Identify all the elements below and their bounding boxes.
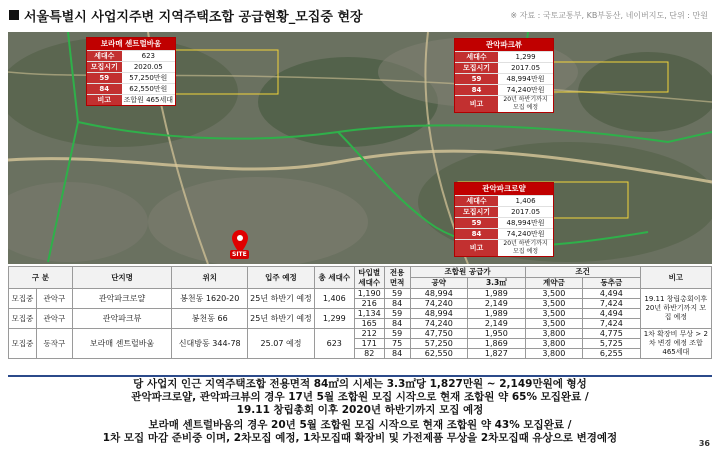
- page-number: 36: [698, 439, 710, 448]
- header-bigo: 비고: [640, 267, 711, 289]
- source-note: ※ 자료 : 국토교통부, KB부동산, 네이버지도, 단위 : 만원: [510, 11, 708, 20]
- header-gyeyakgeum: 계약금: [525, 278, 583, 289]
- note-cell: 19.11 창립총회이후 20년 하반기까지 모집 예정: [640, 289, 711, 329]
- callout-title: 관악파크로얄: [455, 183, 553, 195]
- header-jeonyong: 전용 면적: [384, 267, 410, 289]
- callout-title: 관악파크뷰: [455, 39, 553, 51]
- header-johap: 조합원 공급가: [410, 267, 525, 278]
- header-gongyak: 공약: [410, 278, 468, 289]
- header-pyeong: 3.3㎡: [468, 278, 526, 289]
- callout-gwanak-parkroyal: 관악파크로얄 세대수 1,406 모집시기 2017.05 59 48,994만원 84 74,240만원 비고 20년 하반기까지 모집 예정: [454, 182, 554, 257]
- callout-gwanak-parkview: 관악파크뷰 세대수 1,299 모집시기 2017.05 59 48,994만원 84 74,240만원 비고 20년 하반기까지 모집 예정: [454, 38, 554, 113]
- callout-title: 보라매 센트럴바움: [87, 38, 175, 50]
- page-title: 서울특별시 사업지주변 지역주택조합 공급현황_모집중 현장: [24, 10, 363, 25]
- table-row: 82 84 62,550 1,827 3,800 6,255: [9, 349, 712, 359]
- header-dongchugeum: 동추금: [583, 278, 641, 289]
- note-cell: 1차 확장비 무상 > 2차 변경 예정 조합 465세대: [640, 329, 711, 359]
- callout-boramae: 보라매 센트럴바움 세대수 623 모집시기 2020.05 59 57,250만원 84 62,550만원 비고 조합원 465세대: [86, 37, 176, 106]
- supply-table: [8, 266, 712, 359]
- title-bullet-icon: [9, 10, 19, 20]
- header-ipju: 입주 예정: [248, 267, 315, 289]
- satellite-map: [8, 32, 712, 264]
- header-type: 타입별 세대수: [354, 267, 384, 289]
- title-bar: [0, 0, 720, 30]
- summary-line: 19.11 창립총회 이후 2020년 하반기까지 모집 예정: [236, 404, 484, 416]
- summary-line: 1차 모집 마감 준비중 이며, 2차모집 예정, 1차모집때 확장비 및 가전제품 무상을 2차모집때 유상으로 변경예정: [102, 432, 618, 444]
- summary-line: 관악파크로얄, 관악파크뷰의 경우 17년 5월 조합원 모집 시작으로 현재 조합원 약 65% 모집완료 /: [131, 391, 589, 403]
- header-danji: 단지명: [72, 267, 172, 289]
- divider: [8, 375, 712, 377]
- header-jogeon: 조건: [525, 267, 640, 278]
- table-row: 216 84 74,240 2,149 3,500 7,424: [9, 299, 712, 309]
- site-label: SITE: [232, 251, 247, 258]
- table-row: 165 84 74,240 2,149 3,500 7,424: [9, 319, 712, 329]
- header-gubun: 구 분: [9, 267, 73, 289]
- header-wichi: 위치: [172, 267, 248, 289]
- table-row: 모집중 동작구 보라매 센트럴바움 신대방동 344-78 25.07 예정 623 212 59 47,750 1,950 3,800 4,775 1차 확장비 무상 > 2차 변경 예정 조합 465세대: [9, 329, 712, 339]
- summary-line: 보라매 센트럴바움의 경우 20년 5월 조합원 모집 시작으로 현재 조합원 약 43% 모집완료 /: [148, 419, 572, 431]
- header-chong: 총 세대수: [314, 267, 354, 289]
- summary-line: 당 사업지 인근 지역주택조합 전용면적 84㎡의 시세는 3.3㎡당 1,827만원 ~ 2,149만원에 형성: [133, 378, 587, 390]
- summary-text: [8, 378, 712, 454]
- table-row: 모집중 관악구 관악파크뷰 봉천동 66 25년 하반기 예정 1,299 1,134 59 48,994 1,989 3,500 4,494: [9, 309, 712, 319]
- table-row: 모집중 관악구 관악파크로얄 봉천동 1620-20 25년 하반기 예정 1,406 1,190 59 48,994 1,989 3,500 4,494 19.11 창립총회이후 20년 하반기까지 모집 예정: [9, 289, 712, 299]
- table-row: 171 75 57,250 1,869 3,800 5,725: [9, 339, 712, 349]
